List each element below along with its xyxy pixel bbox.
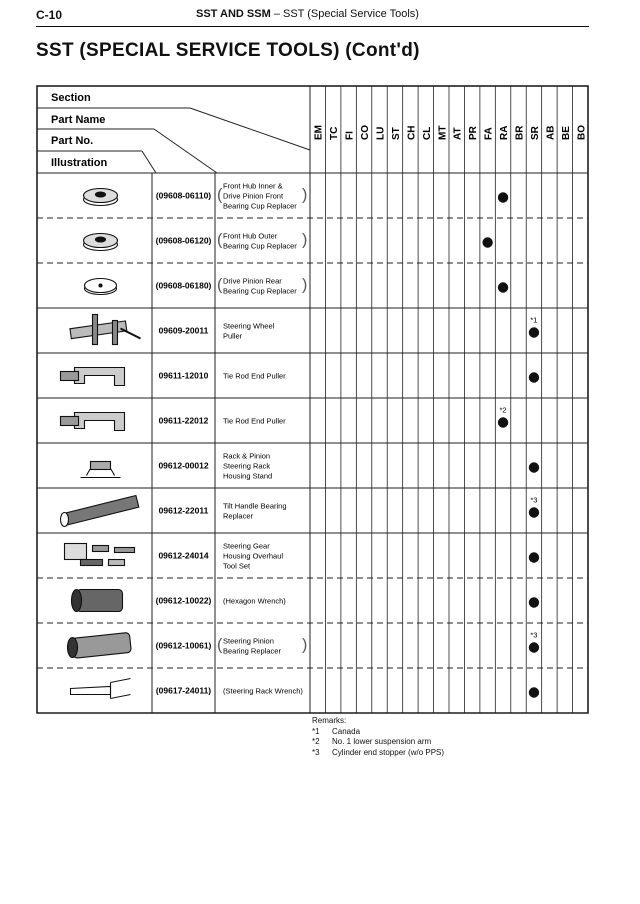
section-header: ST <box>390 127 402 140</box>
header-label: Part Name <box>51 114 106 126</box>
section-header: TC <box>329 126 341 140</box>
part-name: Steering Gear <box>223 541 270 551</box>
fork-wrench-icon <box>71 679 131 699</box>
part-number: (09608-06120) <box>155 235 212 246</box>
header-slant <box>142 151 156 173</box>
running-title-rest: – SST (Special Service Tools) <box>273 8 419 20</box>
cup-icon <box>84 234 118 251</box>
page-title: SST (SPECIAL SERVICE TOOLS) (Cont'd) <box>36 40 420 61</box>
page-number: C-10 <box>36 8 63 22</box>
clamp-icon <box>61 368 125 386</box>
icon-part <box>75 368 125 386</box>
part-name-paren: ) <box>302 276 308 294</box>
icon-part <box>113 321 118 345</box>
part-number: 09612-00012 <box>158 460 209 471</box>
part-name: Puller <box>223 331 243 341</box>
section-header: MT <box>437 125 449 140</box>
icon-part <box>65 544 87 560</box>
applicability-dot <box>529 552 539 562</box>
section-header: PR <box>468 126 480 140</box>
part-number: (09608-06110) <box>155 190 212 201</box>
part-name-paren: ( <box>217 636 223 654</box>
part-name: Rack & Pinion <box>223 451 271 461</box>
remarks-title: Remarks: <box>312 716 347 725</box>
part-number: (09608-06180) <box>155 280 212 291</box>
cup-icon <box>84 189 118 206</box>
part-name: Replacer <box>223 511 254 521</box>
applicability-dot <box>529 687 539 697</box>
part-name: Drive Pinion Front <box>223 191 284 201</box>
part-name: Bearing Cup Replacer <box>223 241 297 251</box>
icon-part <box>61 417 79 426</box>
footnote-mark: *1 <box>530 315 538 325</box>
part-name: (Steering Rack Wrench) <box>223 686 303 696</box>
icon-part <box>93 315 98 345</box>
applicability-dot <box>529 372 539 382</box>
icon-part <box>91 462 111 470</box>
part-name-paren: ) <box>302 186 308 204</box>
hex-socket-icon <box>72 590 123 612</box>
sleeve-icon <box>68 632 132 658</box>
remark-mark: *3 <box>312 747 320 757</box>
section-header: BE <box>560 126 572 140</box>
icon-part <box>81 560 103 566</box>
tube-icon <box>61 495 139 526</box>
header-slant <box>190 108 310 150</box>
part-name: Bearing Replacer <box>223 646 281 656</box>
icon-part <box>77 590 123 612</box>
part-name: Steering Pinion <box>223 636 274 646</box>
icon-part <box>121 329 141 339</box>
applicability-dot <box>529 597 539 607</box>
applicability-dot <box>529 327 539 337</box>
remark-text: Canada <box>332 726 361 736</box>
icon-part <box>71 687 111 695</box>
icon-part <box>72 632 132 658</box>
icon-part <box>93 546 109 552</box>
icon-part <box>62 495 139 525</box>
applicability-dot <box>529 642 539 652</box>
section-header: CH <box>406 125 418 140</box>
part-name: Housing Stand <box>223 471 273 481</box>
footnote-mark: *2 <box>499 405 507 415</box>
part-name-paren: ) <box>302 636 308 654</box>
part-number: 09612-22011 <box>158 505 209 516</box>
part-number: 09612-24014 <box>158 550 209 561</box>
stand-icon <box>81 462 121 478</box>
section-header: AT <box>452 127 464 140</box>
disc-icon <box>85 279 117 295</box>
section-header: FA <box>483 127 495 140</box>
remark-text: Cylinder end stopper (w/o PPS) <box>332 747 445 757</box>
icon-part <box>96 237 106 242</box>
applicability-dot <box>498 192 508 202</box>
part-name: Tilt Handle Bearing <box>223 501 287 511</box>
clamp-icon <box>61 413 125 431</box>
part-name: Steering Wheel <box>223 321 275 331</box>
applicability-dot <box>529 507 539 517</box>
section-header: SR <box>529 126 541 140</box>
part-number: 09609-20011 <box>158 325 209 336</box>
icon-part <box>109 560 125 566</box>
part-name-paren: ) <box>302 231 308 249</box>
part-name: Housing Overhaul <box>223 551 284 561</box>
part-name: Front Hub Inner & <box>223 181 283 191</box>
icon-part <box>61 513 69 527</box>
part-number: 09611-12010 <box>158 370 209 381</box>
remark-item <box>312 727 444 738</box>
part-number: (09612-10061) <box>155 640 212 651</box>
part-name: Tie Rod End Puller <box>223 416 286 426</box>
remark-mark: *2 <box>312 737 320 746</box>
remark-text: No. 1 lower suspension arm <box>332 737 432 746</box>
part-number: (09617-24011) <box>155 685 212 696</box>
part-name: Bearing Cup Replacer <box>223 201 297 211</box>
icon-part <box>115 548 135 553</box>
part-number: (09612-10022) <box>155 595 212 606</box>
part-name: Bearing Cup Replacer <box>223 286 297 296</box>
icon-part <box>72 590 82 612</box>
part-name: (Hexagon Wrench) <box>223 596 286 606</box>
part-name: Steering Rack <box>223 461 271 471</box>
remark-item <box>312 737 444 748</box>
header-slant <box>154 129 217 173</box>
applicability-dot <box>529 462 539 472</box>
footnote-mark: *3 <box>530 495 538 505</box>
part-name-paren: ( <box>217 231 223 249</box>
part-number: 09611-22012 <box>158 415 209 426</box>
icon-part <box>70 321 127 339</box>
remark-mark: *1 <box>312 726 320 736</box>
part-name-paren: ( <box>217 186 223 204</box>
toolset-icon <box>65 544 135 566</box>
section-header: FI <box>344 131 356 140</box>
remark-item <box>312 748 444 759</box>
part-name: Tool Set <box>223 561 251 571</box>
part-name: Front Hub Outer <box>223 231 278 241</box>
icon-part <box>99 284 102 287</box>
applicability-dot <box>482 237 492 247</box>
section-header: RA <box>499 125 511 140</box>
section-header: BR <box>514 125 526 140</box>
part-name: Tie Rod End Puller <box>223 371 286 381</box>
part-name: Drive Pinion Rear <box>223 276 282 286</box>
header-label: Illustration <box>51 157 108 169</box>
header-label: Section <box>51 92 91 104</box>
remarks <box>312 716 444 758</box>
footnote-mark: *3 <box>530 630 538 640</box>
icon-part <box>68 638 78 658</box>
icon-part <box>111 679 131 699</box>
section-header: AB <box>545 125 557 140</box>
table-frame <box>37 86 588 713</box>
section-header: CL <box>421 126 433 140</box>
icon-part <box>61 372 79 381</box>
part-name-paren: ( <box>217 276 223 294</box>
header-label: Part No. <box>51 135 94 147</box>
section-header: CO <box>360 125 372 140</box>
applicability-dot <box>498 282 508 292</box>
running-title-bold: SST AND SSM <box>196 8 271 20</box>
icon-part <box>75 413 125 431</box>
section-header: EM <box>313 125 325 140</box>
applicability-dot <box>498 417 508 427</box>
puller-icon <box>70 315 141 345</box>
section-header: BO <box>576 125 588 140</box>
section-header: LU <box>375 126 387 140</box>
icon-part <box>96 192 106 197</box>
